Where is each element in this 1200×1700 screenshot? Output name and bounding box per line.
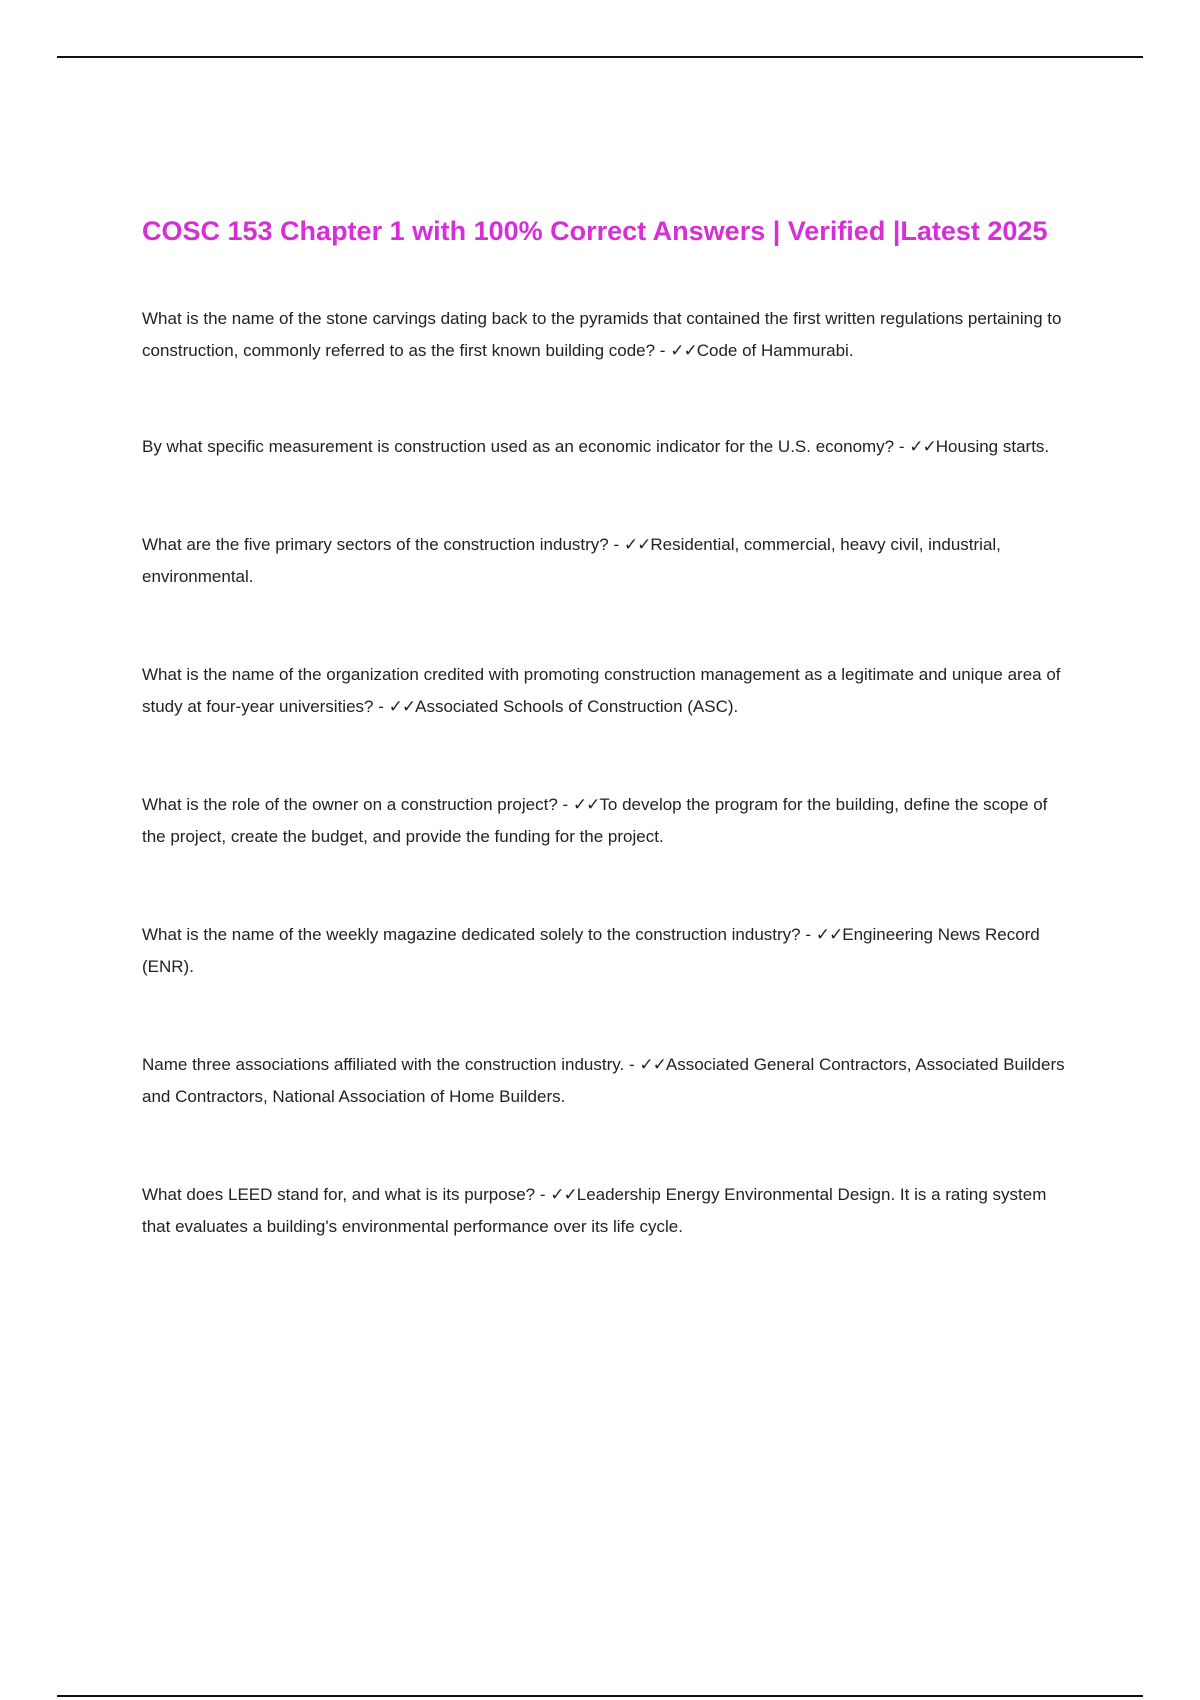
question-text: Name three associations affiliated with the construction industry. - [142,1055,635,1074]
double-check-icon: ✓✓ [550,1185,577,1204]
answer-text: Code of Hammurabi. [696,341,854,360]
double-check-icon: ✓✓ [909,437,936,456]
qa-item [142,1049,1072,1113]
answer-text: Residential, commercial, heavy civil, industrial, environmental. [142,535,1001,586]
answer-text: Housing starts. [935,437,1050,456]
qa-item [142,431,1072,463]
qa-item [142,303,1072,367]
answer-text: Engineering News Record (ENR). [142,925,1040,976]
question-text: What is the name of the weekly magazine dedicated solely to the construction industry? - [142,925,812,944]
double-check-icon: ✓✓ [623,535,651,554]
question-text: What is the name of the organization credited with promoting construction management as a legitimate and unique area of study at four-year universities? - [142,665,1061,716]
question-text: What are the five primary sectors of the construction industry? - [142,535,620,554]
document-body [142,212,1072,1243]
qa-item [142,1179,1072,1243]
qa-item [142,659,1072,723]
question-text: What does LEED stand for, and what is its purpose? - [142,1185,546,1204]
double-check-icon: ✓✓ [670,341,697,360]
qa-item [142,529,1072,593]
answer-text: Associated Schools of Construction (ASC). [415,697,739,716]
document-title: COSC 153 Chapter 1 with 100% Correct Answers | Verified |Latest 2025 [142,216,1048,246]
question-text: What is the role of the owner on a construction project? - [142,795,569,814]
answer-text: Associated General Contractors, Associated Builders and Contractors, National Association of Home Builders. [142,1055,1065,1106]
double-check-icon: ✓✓ [388,697,416,716]
double-check-icon: ✓✓ [815,925,843,944]
qa-item [142,789,1072,853]
double-check-icon: ✓✓ [572,795,600,814]
qa-item [142,919,1072,983]
question-text: What is the name of the stone carvings dating back to the pyramids that contained the first written regulations pertaining to construction, commonly referred to as the first known building code? - [142,309,1062,360]
footer-rule [57,1695,1143,1697]
header-rule [57,56,1143,58]
double-check-icon: ✓✓ [639,1055,666,1074]
answer-text: Leadership Energy Environmental Design. It is a rating system that evaluates a building's environmental performance over its life cycle. [142,1185,1047,1236]
question-text: By what specific measurement is construction used as an economic indicator for the U.S. economy? - [142,437,905,456]
answer-text: To develop the program for the building, define the scope of the project, create the budget, and provide the funding for the project. [142,795,1048,846]
